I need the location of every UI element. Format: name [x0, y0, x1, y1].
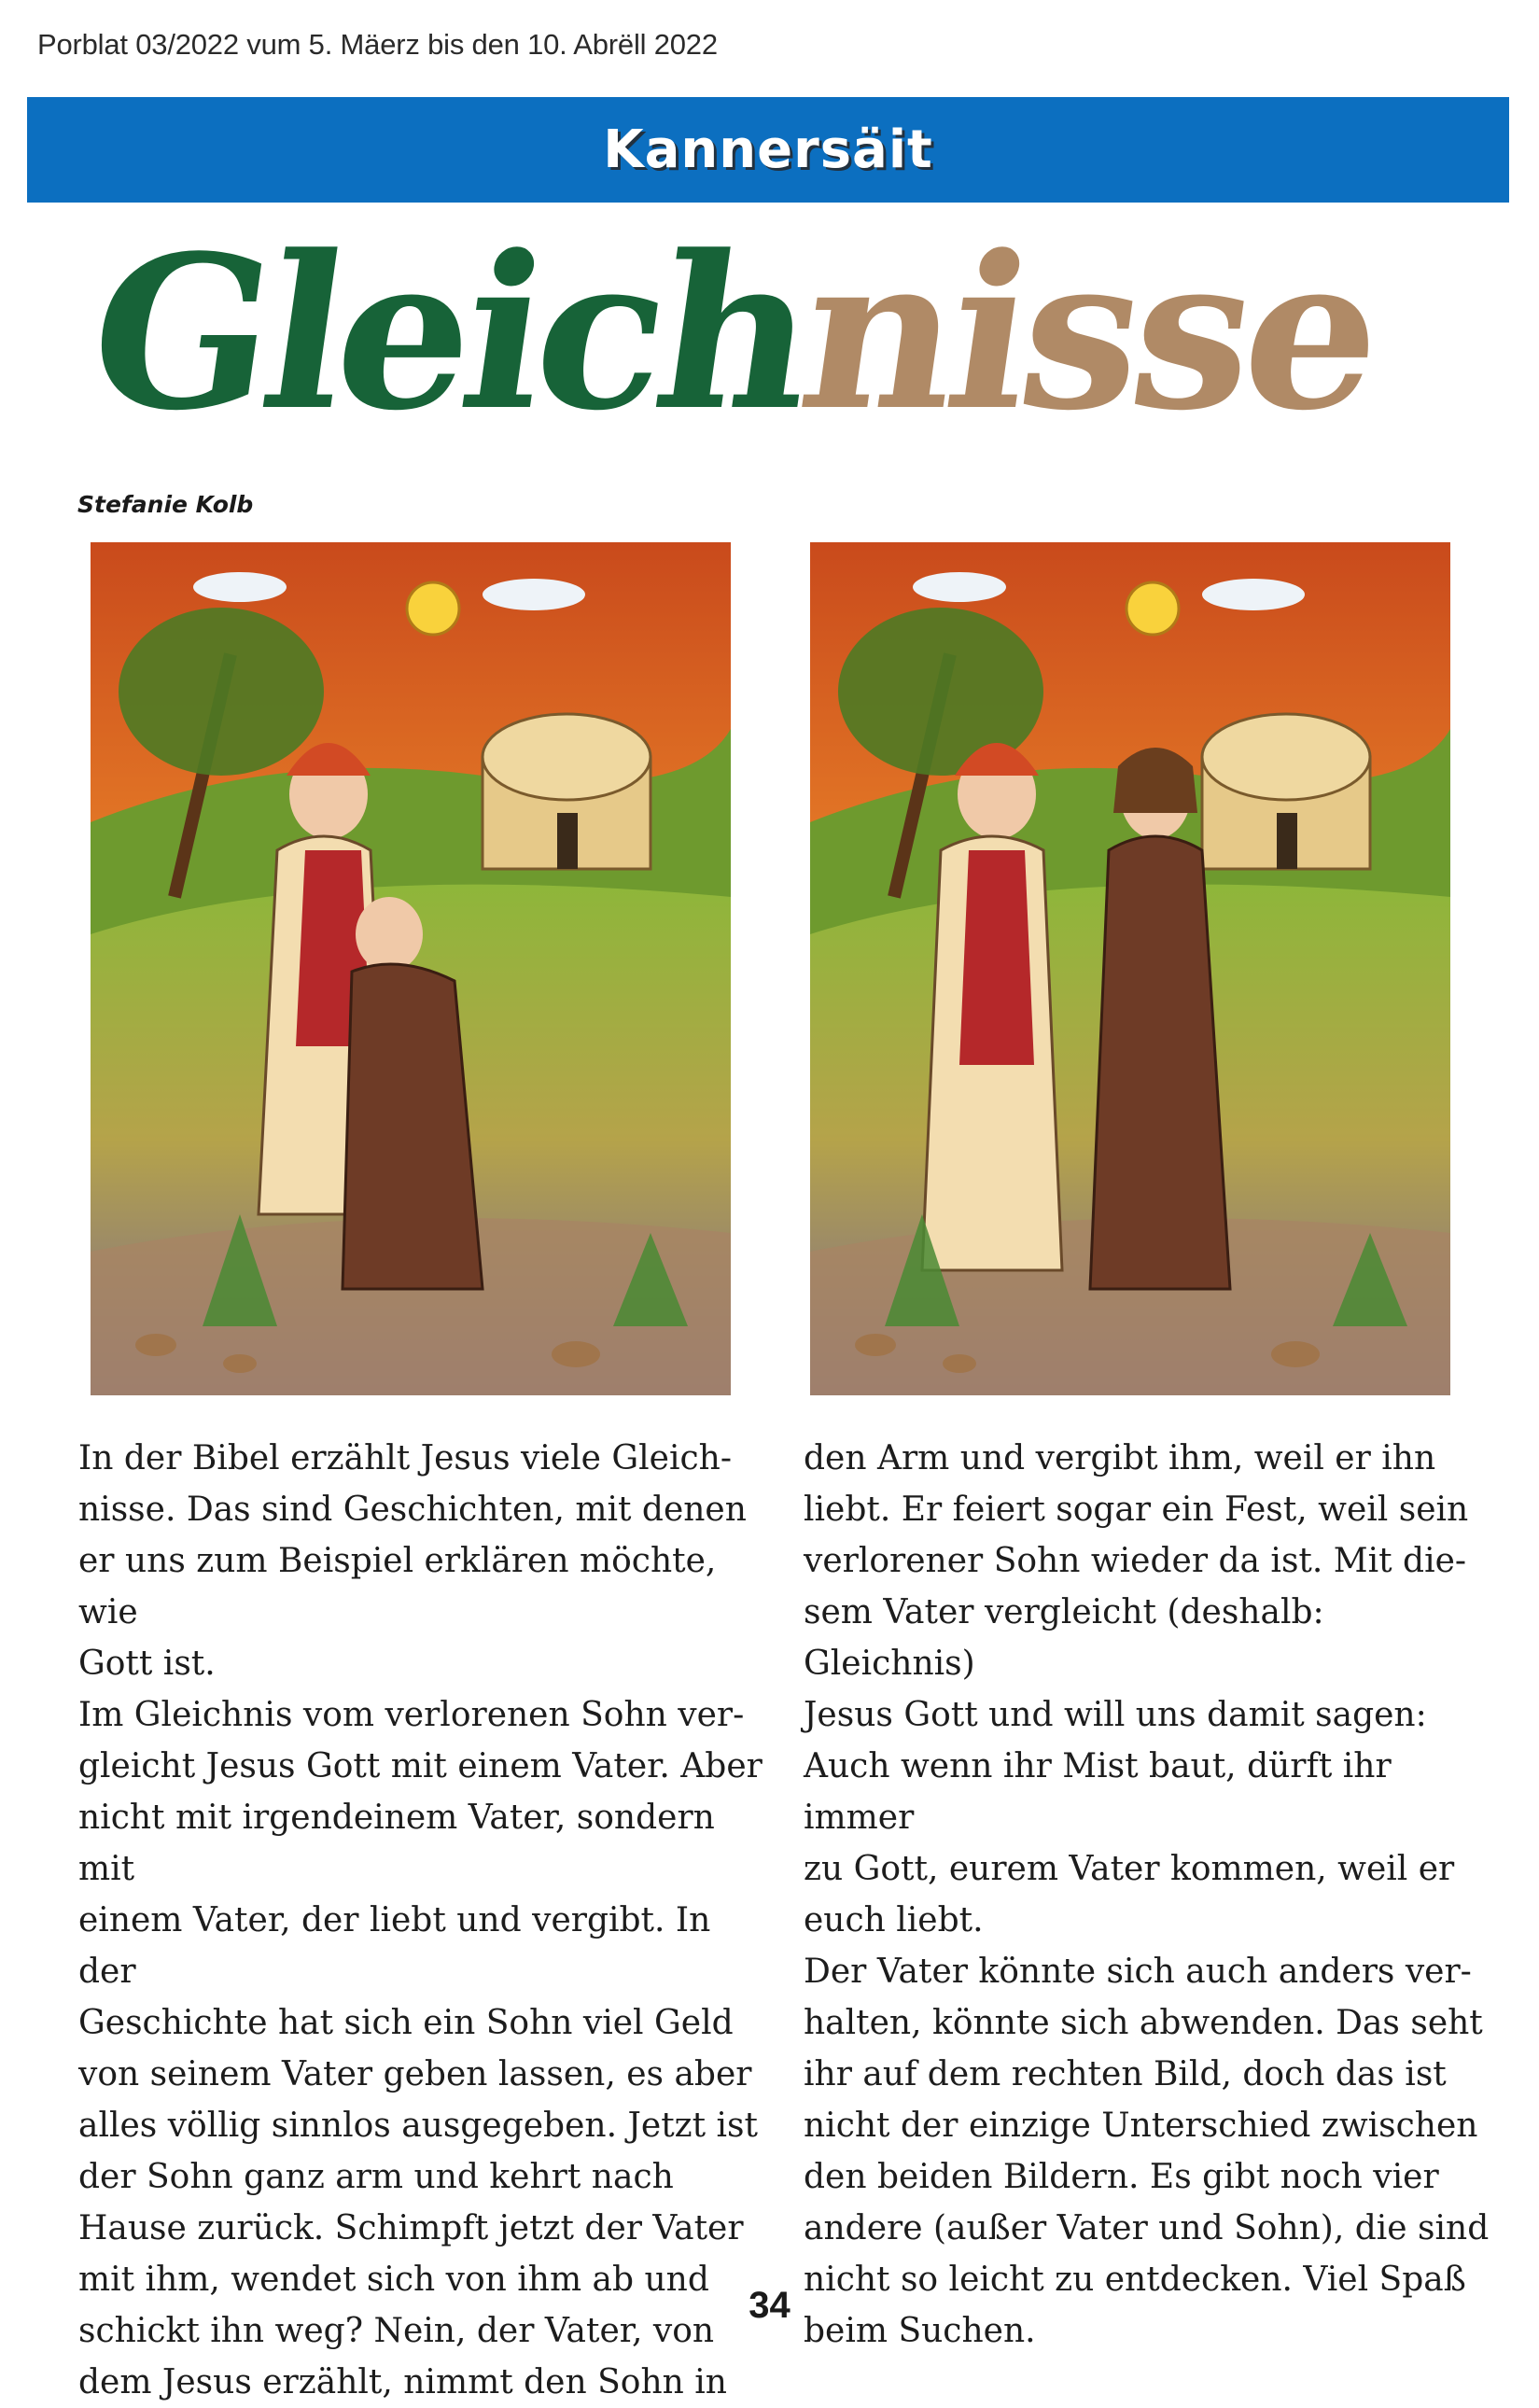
text-line: In der Bibel erzählt Jesus viele Gleich- — [78, 1439, 733, 1477]
title-part-green: Gleich — [76, 210, 823, 457]
text-line: nicht mit irgendeinem Vater, sondern mit — [78, 1799, 715, 1888]
text-line: Auch wenn ihr Mist baut, dürft ihr immer — [804, 1747, 1392, 1837]
text-line: euch liebt. — [804, 1901, 984, 1939]
text-line: liebt. Er feiert sogar ein Fest, weil sein — [804, 1491, 1469, 1529]
text-column-left — [78, 1433, 769, 2408]
text-line: Hause zurück. Schimpft jetzt der Vater — [78, 2209, 744, 2247]
text-line: einem Vater, der liebt und vergibt. In der — [78, 1901, 711, 1991]
text-line: von seinem Vater geben lassen, es aber — [78, 2055, 752, 2093]
text-line: halten, könnte sich abwenden. Das seht — [804, 2004, 1483, 2042]
article-title — [74, 194, 1392, 474]
text-column-right — [804, 1433, 1494, 2357]
text-line: dem Jesus erzählt, nimmt den Sohn in — [78, 2363, 727, 2401]
text-line: nicht der einzige Unterschied zwischen — [804, 2107, 1478, 2145]
text-line: beim Suchen. — [804, 2312, 1036, 2350]
author-byline: Stefanie Kolb — [77, 491, 254, 518]
text-line: nicht so leicht zu entdecken. Viel Spaß — [804, 2261, 1466, 2299]
title-part-tan: nisse — [787, 210, 1391, 457]
text-line: gleicht Jesus Gott mit einem Vater. Aber — [78, 1747, 763, 1785]
text-line: den Arm und vergibt ihm, weil er ihn — [804, 1439, 1436, 1477]
text-line: alles völlig sinnlos ausgegeben. Jetzt ist — [78, 2107, 758, 2145]
text-line: schickt ihn weg? Nein, der Vater, von — [78, 2312, 715, 2350]
text-line: Geschichte hat sich ein Sohn viel Geld — [78, 2004, 734, 2042]
text-line: verlorener Sohn wieder da ist. Mit die- — [804, 1542, 1467, 1580]
text-line: mit ihm, wendet sich von ihm ab und — [78, 2261, 709, 2299]
text-line: er uns zum Beispiel erklären möchte, wie — [78, 1542, 717, 1631]
text-line: Der Vater könnte sich auch anders ver- — [804, 1953, 1472, 1991]
section-title: Kannersäit — [603, 119, 933, 180]
text-line: zu Gott, eurem Vater kommen, weil er — [804, 1850, 1455, 1888]
text-line: andere (außer Vater und Sohn), die sind — [804, 2209, 1490, 2247]
text-line: Im Gleichnis vom verlorenen Sohn ver- — [78, 1696, 745, 1734]
page-number: 34 — [749, 2285, 790, 2326]
text-line: Gott ist. — [78, 1645, 216, 1683]
running-header: Porblat 03/2022 vum 5. Mäerz bis den 10. Abrëll 2022 — [37, 28, 718, 61]
illustration-apart — [810, 542, 1450, 1395]
text-line: Jesus Gott und will uns damit sagen: — [804, 1696, 1427, 1734]
text-line: sem Vater vergleicht (deshalb: Gleichnis) — [804, 1593, 1324, 1683]
text-line: ihr auf dem rechten Bild, doch das ist — [804, 2055, 1447, 2093]
text-line: nisse. Das sind Geschichten, mit denen — [78, 1491, 747, 1529]
section-banner — [27, 97, 1509, 203]
text-line: den beiden Bildern. Es gibt noch vier — [804, 2158, 1439, 2196]
illustration-embrace — [91, 542, 731, 1395]
text-line: der Sohn ganz arm und kehrt nach — [78, 2158, 674, 2196]
